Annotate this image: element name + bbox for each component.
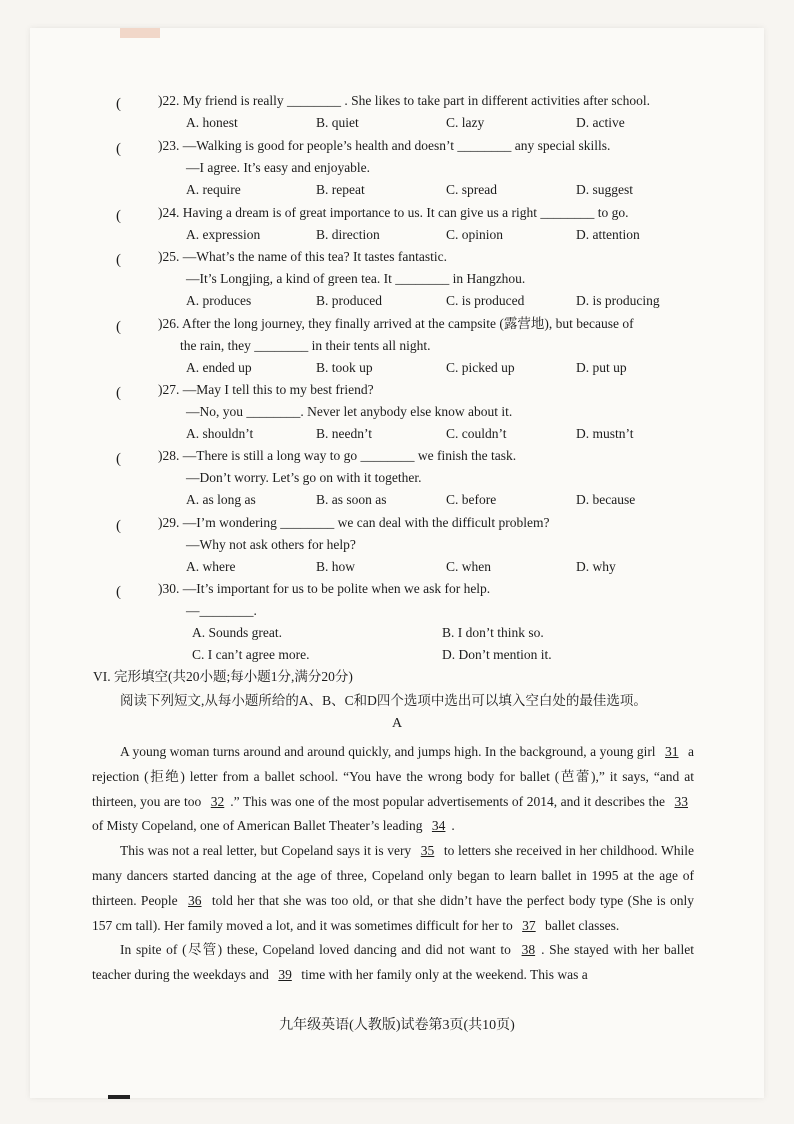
option: A. where	[186, 559, 236, 574]
option-list	[122, 357, 722, 379]
question-stem: )26. After the long journey, they finally arrived at the campsite (露营地), but because of	[158, 316, 634, 331]
option: A. expression	[186, 227, 261, 242]
option: C. couldn’t	[446, 426, 507, 441]
option: C. is produced	[446, 293, 525, 308]
passage-text: A young woman turns around and around quickly, and jumps high. In the background, a young girl	[120, 744, 660, 759]
question-subline: —It’s Longjing, a kind of green tea. It ________ in Hangzhou.	[186, 271, 526, 286]
cloze-blank-36[interactable]: 36	[188, 892, 202, 908]
cloze-blank-39[interactable]: 39	[278, 967, 292, 983]
question-29	[116, 512, 722, 578]
option-list	[122, 290, 722, 312]
option-list	[122, 489, 722, 511]
option: C. spread	[446, 182, 497, 197]
page-footer: 九年级英语(人教版)试卷第3页(共10页)	[279, 1018, 515, 1033]
scan-mark	[108, 1095, 130, 1099]
option: A. shouldn’t	[186, 426, 254, 441]
question-stem: )24. Having a dream is of great importance to us. It can give us a right ________ to go.	[158, 205, 629, 220]
option: A. as long as	[186, 492, 256, 507]
question-stem: )29. —I’m wondering ________ we can deal with the difficult problem?	[158, 515, 550, 530]
option-list	[122, 556, 722, 578]
option: D. put up	[576, 360, 627, 375]
passage-text: . She stayed with her ballet teacher during the weekdays and	[92, 942, 694, 983]
passage-text: to letters she received in her childhood. While many dancers started dancing at the age of three, Copeland only began to learn ballet in 1995 at the age of thirteen. People	[92, 843, 694, 908]
question-subline: —No, you ________. Never let anybody else know about it.	[186, 404, 513, 419]
passage-text: In spite of (尽管) these, Copeland loved dancing and did not want to	[120, 942, 516, 958]
option: C. lazy	[446, 115, 485, 130]
answer-paren[interactable]: (	[116, 252, 121, 268]
option: B. produced	[316, 293, 382, 308]
option: B. repeat	[316, 182, 365, 197]
option: A. honest	[186, 115, 238, 130]
option: A. Sounds great.	[192, 625, 282, 640]
answer-paren[interactable]: (	[116, 584, 121, 600]
answer-paren[interactable]: (	[116, 319, 121, 335]
passage-text: This was not a real letter, but Copeland says it is very	[120, 843, 415, 859]
answer-paren[interactable]: (	[116, 518, 121, 534]
option: D. why	[576, 559, 616, 574]
passage-text: ballet classes.	[541, 917, 620, 933]
cloze-blank-37[interactable]: 37	[522, 917, 536, 933]
question-stem: )28. —There is still a long way to go ________ we finish the task.	[158, 448, 517, 463]
question-subline: —Why not ask others for help?	[186, 537, 356, 552]
cloze-blank-35[interactable]: 35	[420, 843, 435, 859]
option: B. as soon as	[316, 492, 387, 507]
option-list	[122, 112, 722, 134]
option: A. produces	[186, 293, 252, 308]
option: B. took up	[316, 360, 373, 375]
question-26	[116, 313, 722, 379]
passage-label: A	[391, 716, 403, 731]
option: C. picked up	[446, 360, 515, 375]
cloze-blank-38[interactable]: 38	[521, 942, 536, 958]
option: D. mustn’t	[576, 426, 634, 441]
passage-paragraph	[92, 938, 694, 988]
cloze-passage	[92, 740, 694, 988]
question-27	[116, 379, 722, 445]
option: A. ended up	[186, 360, 252, 375]
option: D. Don’t mention it.	[442, 647, 552, 662]
passage-text: a rejection (拒绝) letter from a ballet school. “You have the wrong body for ballet (芭蕾),” it says, “and at thirteen, you are too	[92, 744, 694, 809]
section-instruction: 阅读下列短文,从每小题所给的A、B、C和D四个选项中选出可以填入空白处的最佳选项。	[120, 693, 647, 708]
option: D. is producing	[576, 293, 660, 308]
answer-paren[interactable]: (	[116, 385, 121, 401]
passage-text: time with her family only at the weekend. This was a	[297, 967, 588, 983]
option: D. because	[576, 492, 636, 507]
cloze-blank-32[interactable]: 32	[210, 793, 225, 809]
option-list	[122, 179, 722, 201]
question-subline: —________.	[186, 603, 257, 618]
option: D. active	[576, 115, 625, 130]
answer-paren[interactable]: (	[116, 141, 121, 157]
option: C. opinion	[446, 227, 504, 242]
question-28	[116, 445, 722, 511]
option: C. I can’t agree more.	[192, 647, 310, 662]
option: B. quiet	[316, 115, 359, 130]
option-list	[122, 423, 722, 445]
question-30	[116, 578, 722, 666]
option-list	[122, 224, 722, 246]
option: B. I don’t think so.	[442, 625, 544, 640]
question-stem: )23. —Walking is good for people’s health and doesn’t ________ any special skills.	[158, 138, 611, 153]
question-24	[116, 202, 722, 246]
option: C. before	[446, 492, 497, 507]
cloze-blank-33[interactable]: 33	[674, 793, 688, 809]
passage-text: .	[451, 818, 455, 834]
question-stem: )25. —What’s the name of this tea? It tastes fantastic.	[158, 249, 448, 264]
question-subline: —Don’t worry. Let’s go on with it together.	[186, 470, 422, 485]
option: C. when	[446, 559, 491, 574]
option: D. attention	[576, 227, 640, 242]
option-list	[122, 622, 722, 666]
question-25	[116, 246, 722, 312]
section-title: VI. 完形填空(共20小题;每小题1分,满分20分)	[93, 669, 353, 684]
option: B. how	[316, 559, 356, 574]
option: A. require	[186, 182, 241, 197]
question-subline: the rain, they ________ in their tents all night.	[180, 338, 431, 353]
passage-text: of Misty Copeland, one of American Ballet Theater’s leading	[92, 818, 426, 834]
option: B. direction	[316, 227, 380, 242]
option: D. suggest	[576, 182, 633, 197]
question-subline: —I agree. It’s easy and enjoyable.	[186, 160, 371, 175]
page-stain	[120, 28, 160, 38]
answer-paren[interactable]: (	[116, 451, 121, 467]
option: B. needn’t	[316, 426, 372, 441]
answer-paren[interactable]: (	[116, 96, 121, 112]
passage-text: told her that she was too old, or that she didn’t have the perfect body type (She is only 157 cm tall). Her family moved a lot, and it was sometimes difficult for her to	[92, 892, 694, 933]
cloze-blank-34[interactable]: 34	[431, 818, 446, 834]
question-stem: )27. —May I tell this to my best friend?	[158, 382, 374, 397]
passage-paragraph	[92, 839, 694, 938]
cloze-blank-31[interactable]: 31	[665, 744, 679, 759]
question-23	[116, 135, 722, 201]
question-stem: )30. —It’s important for us to be polite when we ask for help.	[158, 581, 491, 596]
question-stem: )22. My friend is really ________ . She likes to take part in different activities after school.	[158, 93, 650, 108]
answer-paren[interactable]: (	[116, 208, 121, 224]
passage-paragraph	[92, 740, 694, 839]
question-22	[116, 90, 722, 134]
passage-text: .” This was one of the most popular advertisements of 2014, and it describes the	[230, 793, 669, 809]
